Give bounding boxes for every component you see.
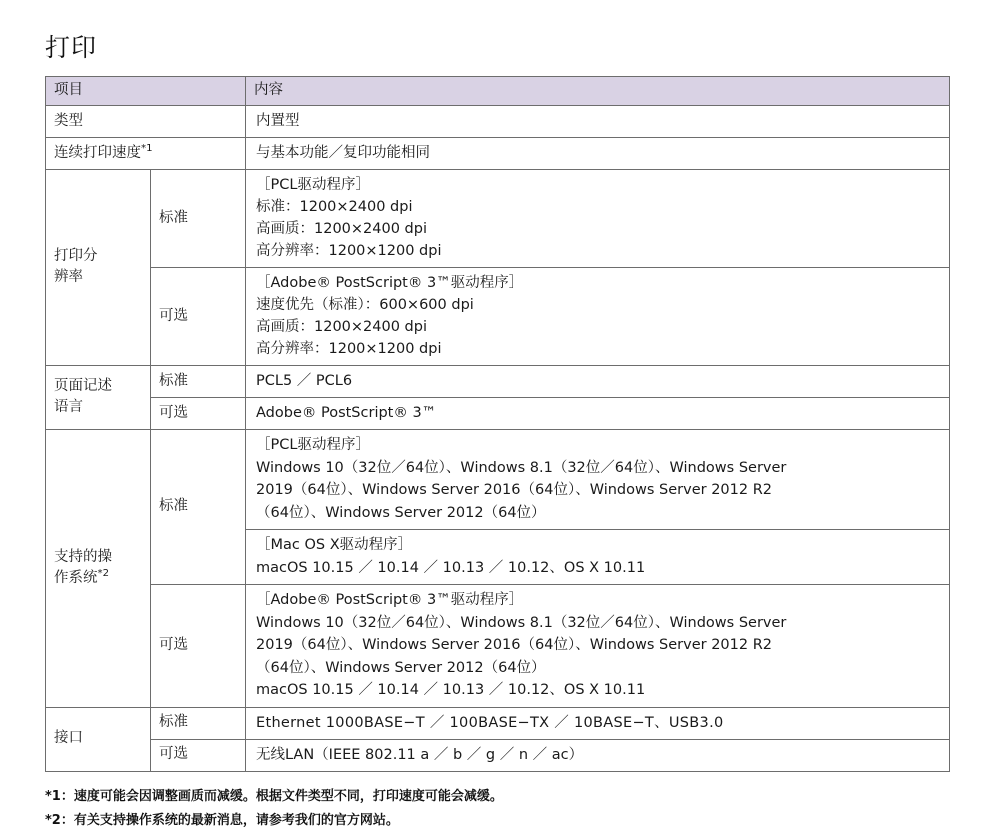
row-label-resolution-line1: 打印分: [54, 248, 98, 265]
row-label-os-line2: 作系统: [54, 569, 98, 586]
row-value-pdl-optional-text: Adobe® PostScript® 3™: [256, 405, 437, 422]
table-row-speed: [46, 138, 950, 170]
resolution-optional-line-1: 速度优先（标准）：600×600 dpi: [256, 297, 474, 314]
row-label-os-line1: 支持的操: [54, 548, 112, 565]
row-value-resolution-optional: [246, 268, 950, 366]
row-label-resolution: [46, 170, 151, 366]
row-label-pdl-line1: 页面记述: [54, 378, 112, 395]
footnote-2: *2：有关支持操作系统的最新消息，请参考我们的官方网站。: [45, 812, 399, 828]
row-value-interface-standard: [246, 707, 950, 739]
table-header-row: [46, 77, 950, 106]
table-row-resolution-optional: [46, 268, 950, 366]
table-row-resolution-standard: [46, 170, 950, 268]
subrow-label-resolution-optional: [151, 268, 246, 366]
os-standard-mac-line-0: ［Mac OS X驱动程序］: [256, 537, 413, 554]
table-row-pdl-optional: [46, 398, 950, 430]
table-row-os-optional: [46, 585, 950, 707]
row-label-speed: [46, 138, 246, 170]
row-value-os-optional: [246, 585, 950, 707]
os-standard-pcl-line-1: Windows 10（32位／64位）、Windows 8.1（32位／64位）、Windows Server: [256, 459, 787, 476]
row-label-speed-text: 连续打印速度: [54, 144, 141, 161]
table-row-type: [46, 106, 950, 138]
row-value-interface-standard-text: Ethernet 1000BASE−T ／ 100BASE−TX ／ 10BASE−T、USB3.0: [256, 714, 724, 731]
row-label-interface: [46, 707, 151, 771]
row-value-interface-optional-text: 无线LAN（IEEE 802.11 a ／ b ／ g ／ n ／ ac）: [256, 746, 584, 763]
os-optional-line-3: （64位）、Windows Server 2012（64位）: [256, 659, 546, 676]
resolution-optional-line-3: 高分辨率：1200×1200 dpi: [256, 341, 442, 358]
row-value-type-text: 内置型: [256, 113, 300, 130]
table-row-os-standard: [46, 430, 950, 585]
subrow-label-pdl-standard: [151, 366, 246, 398]
subrow-label-os-optional: [151, 585, 246, 707]
row-value-pdl-optional: [246, 398, 950, 430]
subrow-label-interface-standard-text: 标准: [159, 714, 188, 731]
row-value-resolution-standard: [246, 170, 950, 268]
row-value-speed: [246, 138, 950, 170]
resolution-standard-line-1: 标准：1200×2400 dpi: [256, 199, 413, 216]
row-label-resolution-line2: 辨率: [54, 269, 83, 286]
subrow-label-os-standard-text: 标准: [159, 498, 188, 515]
os-optional-line-2: 2019（64位）、Windows Server 2016（64位）、Windows Server 2012 R2: [256, 637, 773, 654]
row-value-interface-optional: [246, 739, 950, 771]
resolution-standard-line-0: ［PCL驱动程序］: [256, 177, 370, 194]
os-standard-pcl-line-0: ［PCL驱动程序］: [256, 437, 370, 454]
print-spec-table: [45, 76, 950, 772]
subrow-label-interface-optional-text: 可选: [159, 746, 188, 763]
header-item-label: 项目: [54, 82, 83, 98]
header-cell-item: [46, 77, 246, 106]
footnote-1: *1：速度可能会因调整画质而减缓。根据文件类型不同，打印速度可能会减缓。: [45, 788, 503, 804]
page-title: 打印: [45, 33, 98, 62]
subrow-label-resolution-standard-text: 标准: [159, 209, 188, 226]
subrow-label-os-optional-text: 可选: [159, 636, 188, 653]
row-value-speed-text: 与基本功能／复印功能相同: [256, 145, 430, 162]
row-value-os-standard: [246, 430, 950, 585]
row-label-pdl-line2: 语言: [54, 399, 83, 416]
resolution-optional-line-0: ［Adobe® PostScript® 3™驱动程序］: [256, 275, 524, 292]
row-label-type: [46, 106, 246, 138]
table-row-pdl-standard: [46, 366, 950, 398]
os-optional-line-4: macOS 10.15 ／ 10.14 ／ 10.13 ／ 10.12、OS X 10.11: [256, 682, 646, 699]
subrow-label-pdl-optional-text: 可选: [159, 404, 188, 421]
resolution-standard-line-3: 高分辨率：1200×1200 dpi: [256, 243, 442, 260]
os-standard-mac-line-1: macOS 10.15 ／ 10.14 ／ 10.13 ／ 10.12、OS X 10.11: [256, 559, 646, 576]
os-standard-block-mac: [246, 530, 949, 584]
row-value-type: [246, 106, 950, 138]
row-value-pdl-standard: [246, 366, 950, 398]
os-standard-pcl-line-2: 2019（64位）、Windows Server 2016（64位）、Windows Server 2012 R2: [256, 482, 773, 499]
row-label-os-footnote-marker: *2: [97, 568, 110, 580]
table-row-interface-optional: [46, 739, 950, 771]
resolution-optional-line-2: 高画质：1200×2400 dpi: [256, 319, 427, 336]
row-label-type-text: 类型: [54, 112, 83, 129]
os-standard-block-pcl: [246, 430, 949, 530]
subrow-label-pdl-standard-text: 标准: [159, 372, 188, 389]
header-cell-content: [246, 77, 950, 106]
row-label-pdl: [46, 366, 151, 430]
resolution-standard-line-2: 高画质：1200×2400 dpi: [256, 221, 427, 238]
table-row-interface-standard: [46, 707, 950, 739]
os-standard-pcl-line-3: （64位）、Windows Server 2012（64位）: [256, 504, 546, 521]
os-optional-line-0: ［Adobe® PostScript® 3™驱动程序］: [256, 592, 524, 609]
subrow-label-resolution-standard: [151, 170, 246, 268]
os-optional-line-1: Windows 10（32位／64位）、Windows 8.1（32位／64位）、Windows Server: [256, 614, 787, 631]
subrow-label-pdl-optional: [151, 398, 246, 430]
row-label-speed-footnote-marker: *1: [141, 142, 153, 154]
subrow-label-interface-standard: [151, 707, 246, 739]
header-content-label: 内容: [254, 82, 283, 98]
subrow-label-interface-optional: [151, 739, 246, 771]
row-value-pdl-standard-text: PCL5 ／ PCL6: [256, 373, 353, 390]
footnotes: [45, 785, 952, 833]
row-label-interface-text: 接口: [54, 730, 83, 747]
subrow-label-os-standard: [151, 430, 246, 585]
row-label-os: [46, 430, 151, 707]
subrow-label-resolution-optional-text: 可选: [159, 307, 188, 324]
